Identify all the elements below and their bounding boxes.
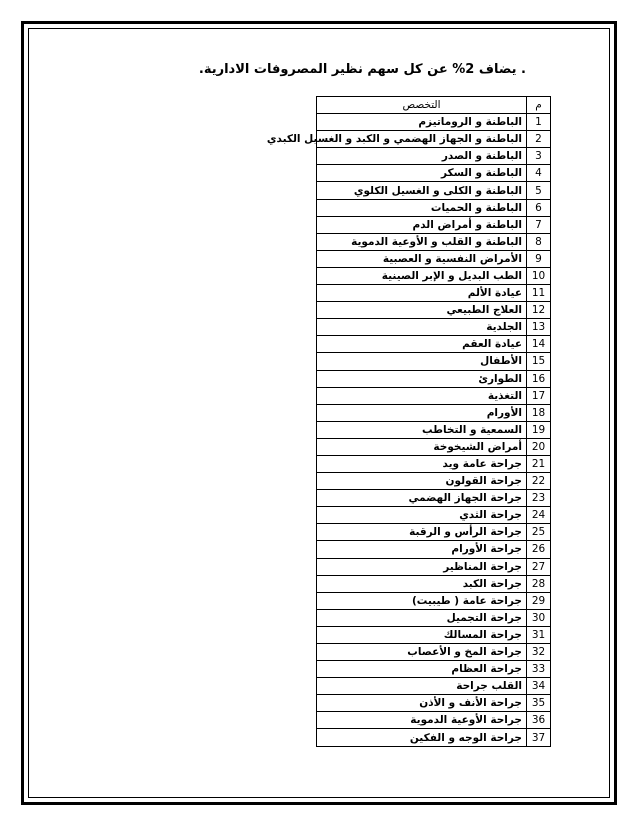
row-specialty: جراحة المسالك [317, 626, 527, 643]
table-row [317, 678, 551, 695]
table-row [317, 575, 551, 592]
row-specialty: الأمراض النفسية و العصبية [317, 250, 527, 267]
table-row [317, 131, 551, 148]
row-number: 3 [527, 148, 551, 165]
table-row [317, 267, 551, 284]
table-row [317, 250, 551, 267]
row-specialty: جراحة الوجه و الفكين [317, 729, 527, 746]
row-number: 4 [527, 165, 551, 182]
row-specialty: جراحة الأورام [317, 541, 527, 558]
row-number: 28 [527, 575, 551, 592]
row-number: 8 [527, 233, 551, 250]
table-row [317, 644, 551, 661]
row-number: 36 [527, 712, 551, 729]
row-number: 21 [527, 455, 551, 472]
table-row [317, 729, 551, 746]
table-row [317, 541, 551, 558]
table-row [317, 473, 551, 490]
row-specialty: جراحة الثدي [317, 507, 527, 524]
table-row [317, 114, 551, 131]
row-number: 13 [527, 319, 551, 336]
row-specialty: أمراض الشيخوخة [317, 438, 527, 455]
table-row [317, 404, 551, 421]
row-specialty: الباطنة و الروماتيزم [317, 114, 527, 131]
row-specialty: الباطنة و الحميات [317, 199, 527, 216]
table-row [317, 592, 551, 609]
row-number: 31 [527, 626, 551, 643]
table-row [317, 438, 551, 455]
row-number: 26 [527, 541, 551, 558]
row-specialty: الباطنة و السكر [317, 165, 527, 182]
row-number: 2 [527, 131, 551, 148]
table-row [317, 165, 551, 182]
row-specialty: الطب البديل و الإبر الصينية [317, 267, 527, 284]
row-number: 11 [527, 285, 551, 302]
table-row [317, 199, 551, 216]
row-number: 24 [527, 507, 551, 524]
table-row [317, 387, 551, 404]
row-number: 35 [527, 695, 551, 712]
table-row [317, 558, 551, 575]
row-specialty: جراحة المناظير [317, 558, 527, 575]
row-specialty: جراحة الأوعية الدموية [317, 712, 527, 729]
table-row [317, 695, 551, 712]
row-number: 12 [527, 302, 551, 319]
row-number: 10 [527, 267, 551, 284]
row-specialty: جراحة عامة ( طيبيت) [317, 592, 527, 609]
row-number: 14 [527, 336, 551, 353]
table-row [317, 319, 551, 336]
table-row [317, 609, 551, 626]
row-specialty: السمعية و التخاطب [317, 421, 527, 438]
row-specialty: جراحة العظام [317, 661, 527, 678]
row-specialty: جراحة عامة ويد [317, 455, 527, 472]
row-specialty: الباطنة و الجهاز الهضمي و الكبد و الغسيل الكبدي [317, 131, 527, 148]
row-number: 5 [527, 182, 551, 199]
row-number: 19 [527, 421, 551, 438]
row-specialty: الباطنة و القلب و الأوعية الدموية [317, 233, 527, 250]
row-number: 20 [527, 438, 551, 455]
row-specialty: الطوارئ [317, 370, 527, 387]
row-number: 33 [527, 661, 551, 678]
table-row [317, 233, 551, 250]
row-specialty: التغذية [317, 387, 527, 404]
row-number: 1 [527, 114, 551, 131]
table-row [317, 455, 551, 472]
row-specialty: جراحة القولون [317, 473, 527, 490]
table-body [266, 114, 551, 746]
table-row [317, 216, 551, 233]
row-number: 32 [527, 644, 551, 661]
row-number: 30 [527, 609, 551, 626]
row-specialty: الأطفال [317, 353, 527, 370]
header-number: م [527, 97, 551, 114]
row-number: 25 [527, 524, 551, 541]
table-row [317, 524, 551, 541]
row-number: 37 [527, 729, 551, 746]
row-number: 23 [527, 490, 551, 507]
row-specialty: عيادة الألم [317, 285, 527, 302]
row-specialty: جراحة التجميل [317, 609, 527, 626]
row-specialty: جراحة الجهاز الهضمي [317, 490, 527, 507]
row-specialty: الأورام [317, 404, 527, 421]
row-number: 22 [527, 473, 551, 490]
document-heading: . يضاف 2% عن كل سهم نظير المصروفات الادارية. [198, 62, 526, 77]
table-row [317, 421, 551, 438]
row-specialty: الباطنة و الكلى و الغسيل الكلوي [317, 182, 527, 199]
table-row [317, 148, 551, 165]
row-specialty: العلاج الطبيعي [317, 302, 527, 319]
table-row [317, 302, 551, 319]
table-row [317, 626, 551, 643]
row-number: 16 [527, 370, 551, 387]
table-row [317, 285, 551, 302]
row-specialty: جراحة الأنف و الأذن [317, 695, 527, 712]
row-specialty: جراحة الكبد [317, 575, 527, 592]
row-number: 7 [527, 216, 551, 233]
row-number: 15 [527, 353, 551, 370]
row-specialty: الباطنة و أمراض الدم [317, 216, 527, 233]
specialties-table [266, 96, 551, 747]
header-specialty: التخصص [317, 97, 527, 114]
table-row [317, 336, 551, 353]
row-specialty: عيادة العقم [317, 336, 527, 353]
row-number: 17 [527, 387, 551, 404]
row-specialty: الباطنة و الصدر [317, 148, 527, 165]
table-row [317, 712, 551, 729]
row-specialty: جراحة المخ و الأعصاب [317, 644, 527, 661]
row-specialty: القلب جراحة [317, 678, 527, 695]
row-number: 29 [527, 592, 551, 609]
row-number: 27 [527, 558, 551, 575]
table-header-row [317, 97, 551, 114]
table-row [317, 353, 551, 370]
table-row [317, 370, 551, 387]
row-number: 34 [527, 678, 551, 695]
row-specialty: الجلدية [317, 319, 527, 336]
table-row [317, 661, 551, 678]
table-row [317, 182, 551, 199]
table-row [317, 507, 551, 524]
row-number: 9 [527, 250, 551, 267]
row-number: 18 [527, 404, 551, 421]
table-row [317, 490, 551, 507]
row-number: 6 [527, 199, 551, 216]
row-specialty: جراحة الرأس و الرقبة [317, 524, 527, 541]
